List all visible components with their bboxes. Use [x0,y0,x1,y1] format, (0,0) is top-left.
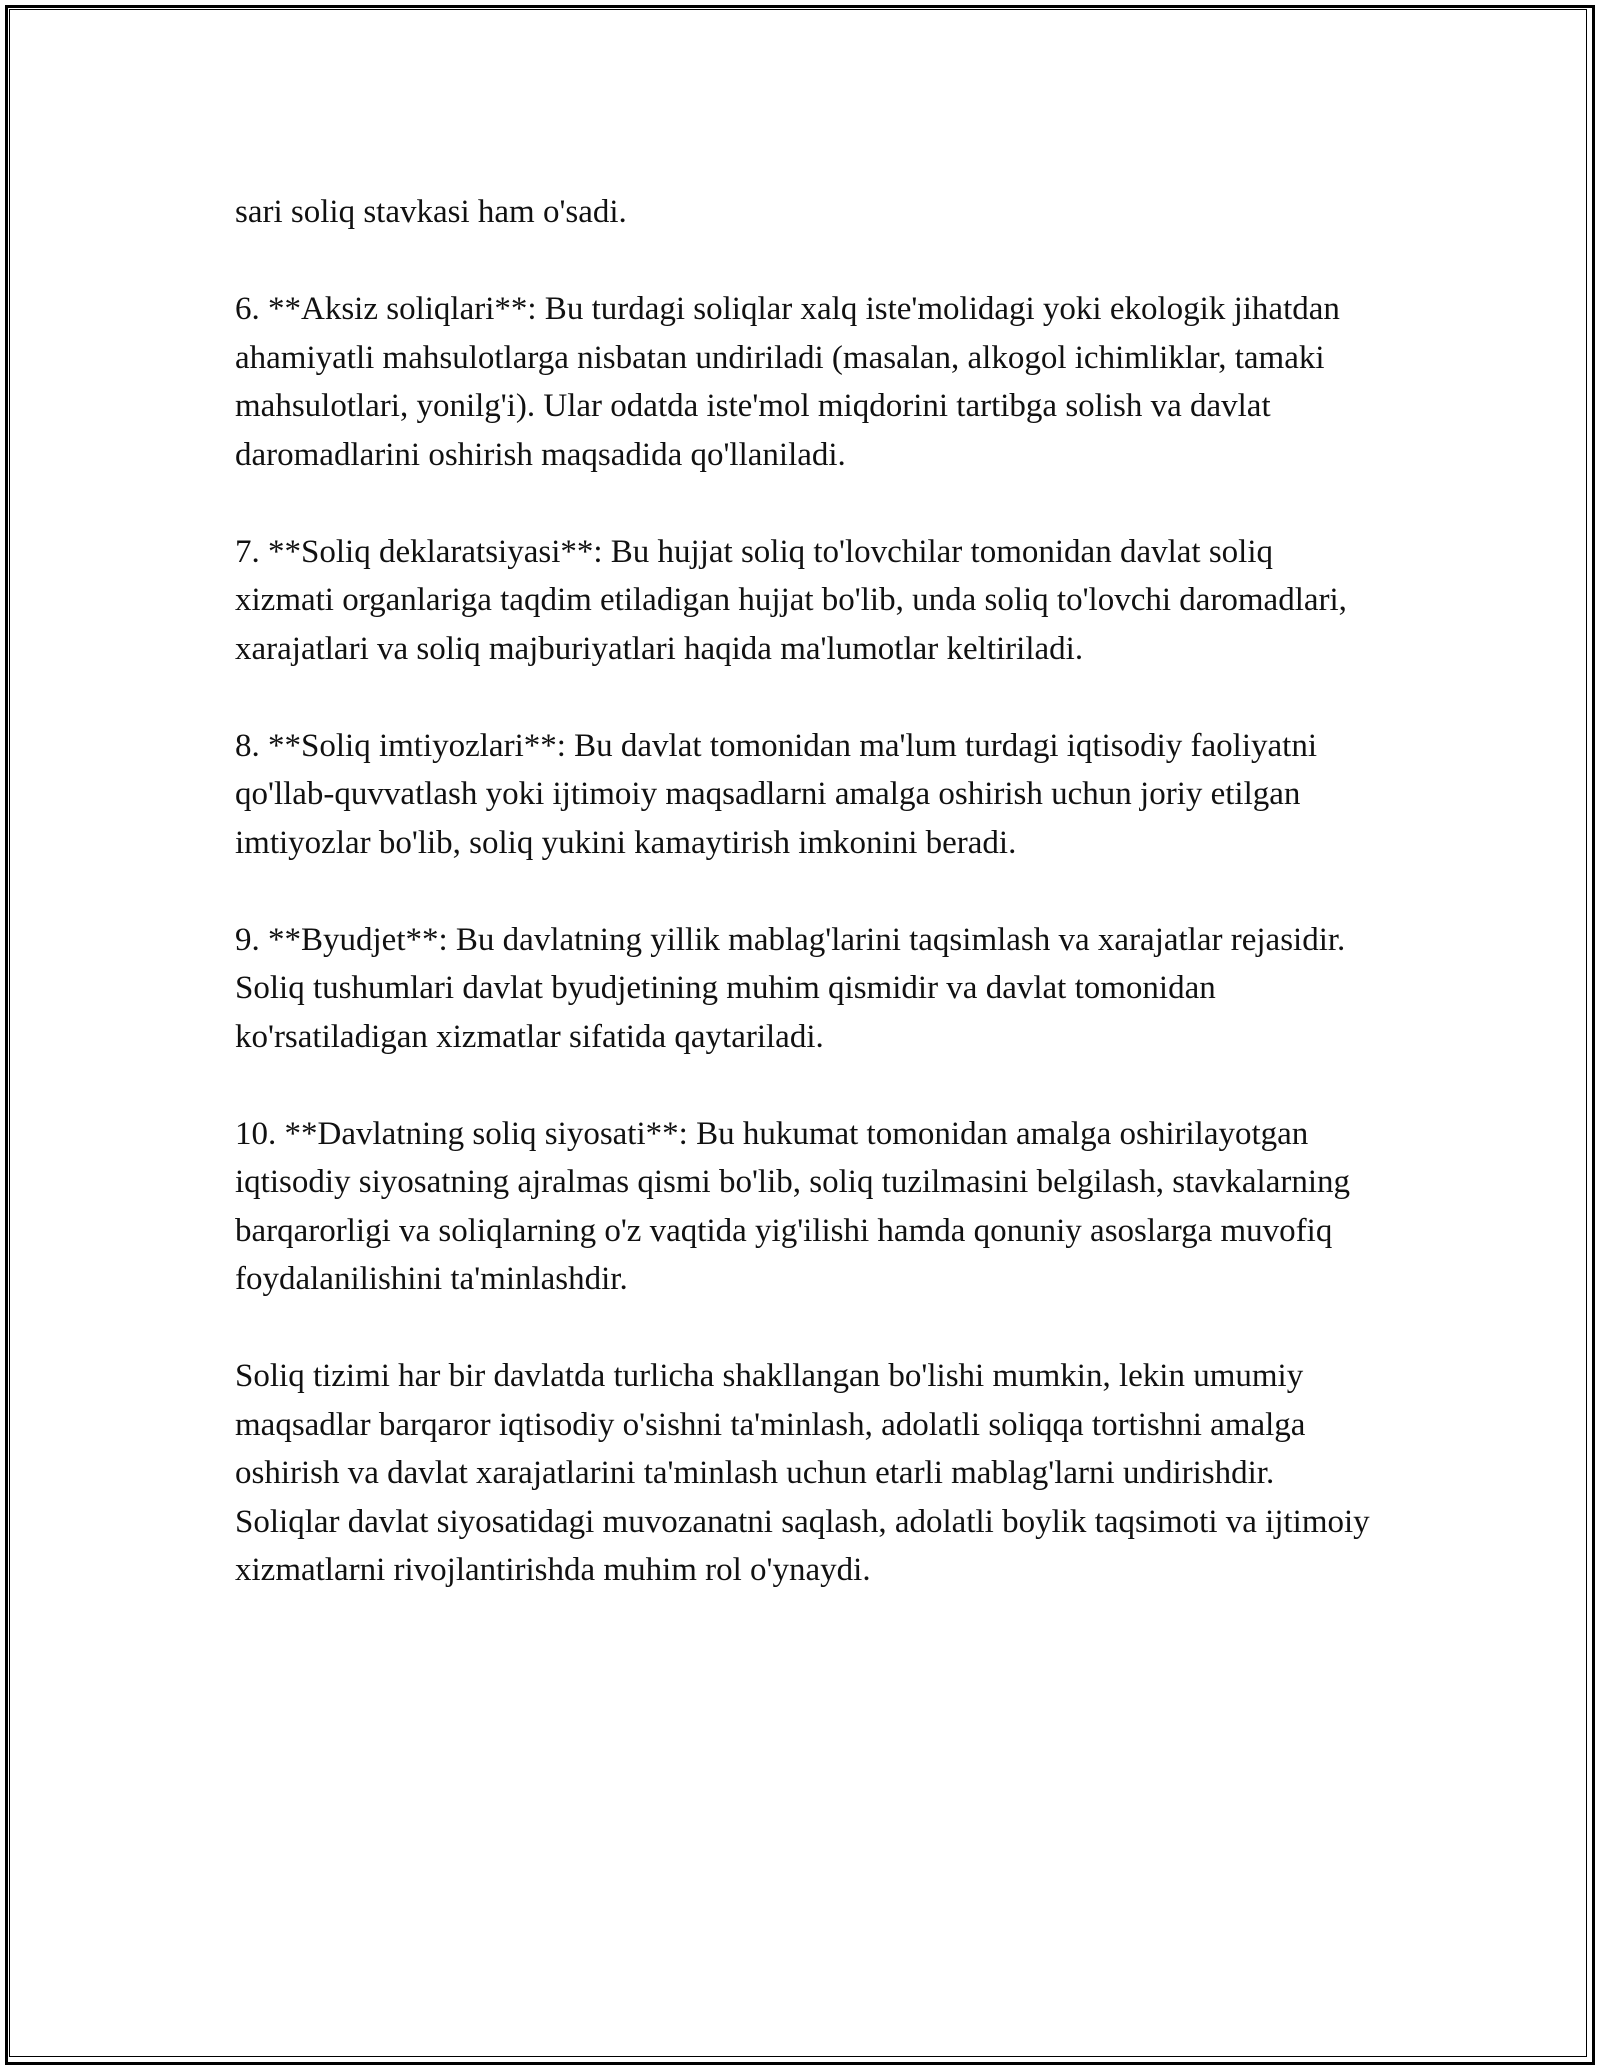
paragraph-continuation: sari soliq stavkasi ham o'sadi. [235,194,627,230]
paragraph-byudjet: 9. **Byudjet**: Bu davlatning yillik mablag'larini taqsimlash va xarajatlar rejasidir. Soliq tushumlari davlat byudjetining muhim qismidir va davlat tomonidan ko'rsatiladigan xizmatlar sifatida qaytariladi. [235,921,1346,1055]
document-body [235,188,1375,1595]
paragraph-davlat-soliq-siyosati: 10. **Davlatning soliq siyosati**: Bu hukumat tomonidan amalga oshirilayotgan iqtisodiy siyosatning ajralmas qismi bo'lib, soliq tuzilmasini belgilash, stavkalarning barqarorligi va soliqlarning o'z vaqtida yig'ilishi hamda qonuniy asoslarga muvofiq foydalanilishini ta'minlashdir. [235,1115,1351,1297]
paragraph-soliq-imtiyozlari: 8. **Soliq imtiyozlari**: Bu davlat tomonidan ma'lum turdagi iqtisodiy faoliyatni qo'llab-quvvatlash yoki ijtimoiy maqsadlarni amalga oshirish uchun joriy etilgan imtiyozlar bo'lib, soliq yukini kamaytirish imkonini beradi. [235,727,1317,861]
paragraph-aksiz-soliqlari: 6. **Aksiz soliqlari**: Bu turdagi soliqlar xalq iste'molidagi yoki ekologik jihatdan ahamiyatli mahsulotlarga nisbatan undiriladi (masalan, alkogol ichimliklar, tamaki mahsulotlari, yonilg'i). Ular odatda iste'mol miqdorini tartibga solish va davlat daromadlarini oshirish maqsadida qo'llaniladi. [235,291,1340,473]
paragraph-soliq-deklaratsiyasi: 7. **Soliq deklaratsiyasi**: Bu hujjat soliq to'lovchilar tomonidan davlat soliq xizmati organlariga taqdim etiladigan hujjat bo'lib, unda soliq to'lovchi daromadlari, xarajatlari va soliq majburiyatlari haqida ma'lumotlar keltiriladi. [235,533,1347,667]
paragraph-conclusion: Soliq tizimi har bir davlatda turlicha shakllangan bo'lishi mumkin, lekin umumiy maqsadlar barqaror iqtisodiy o'sishni ta'minlash, adolatli soliqqa tortishni amalga oshirish va davlat xarajatlarini ta'minlash uchun etarli mablag'larni undirishdir. Soliqlar davlat siyosatidagi muvozanatni saqlash, adolatli boylik taqsimoti va ijtimoiy xizmatlarni rivojlantirishda muhim rol o'ynaydi. [235,1358,1370,1588]
